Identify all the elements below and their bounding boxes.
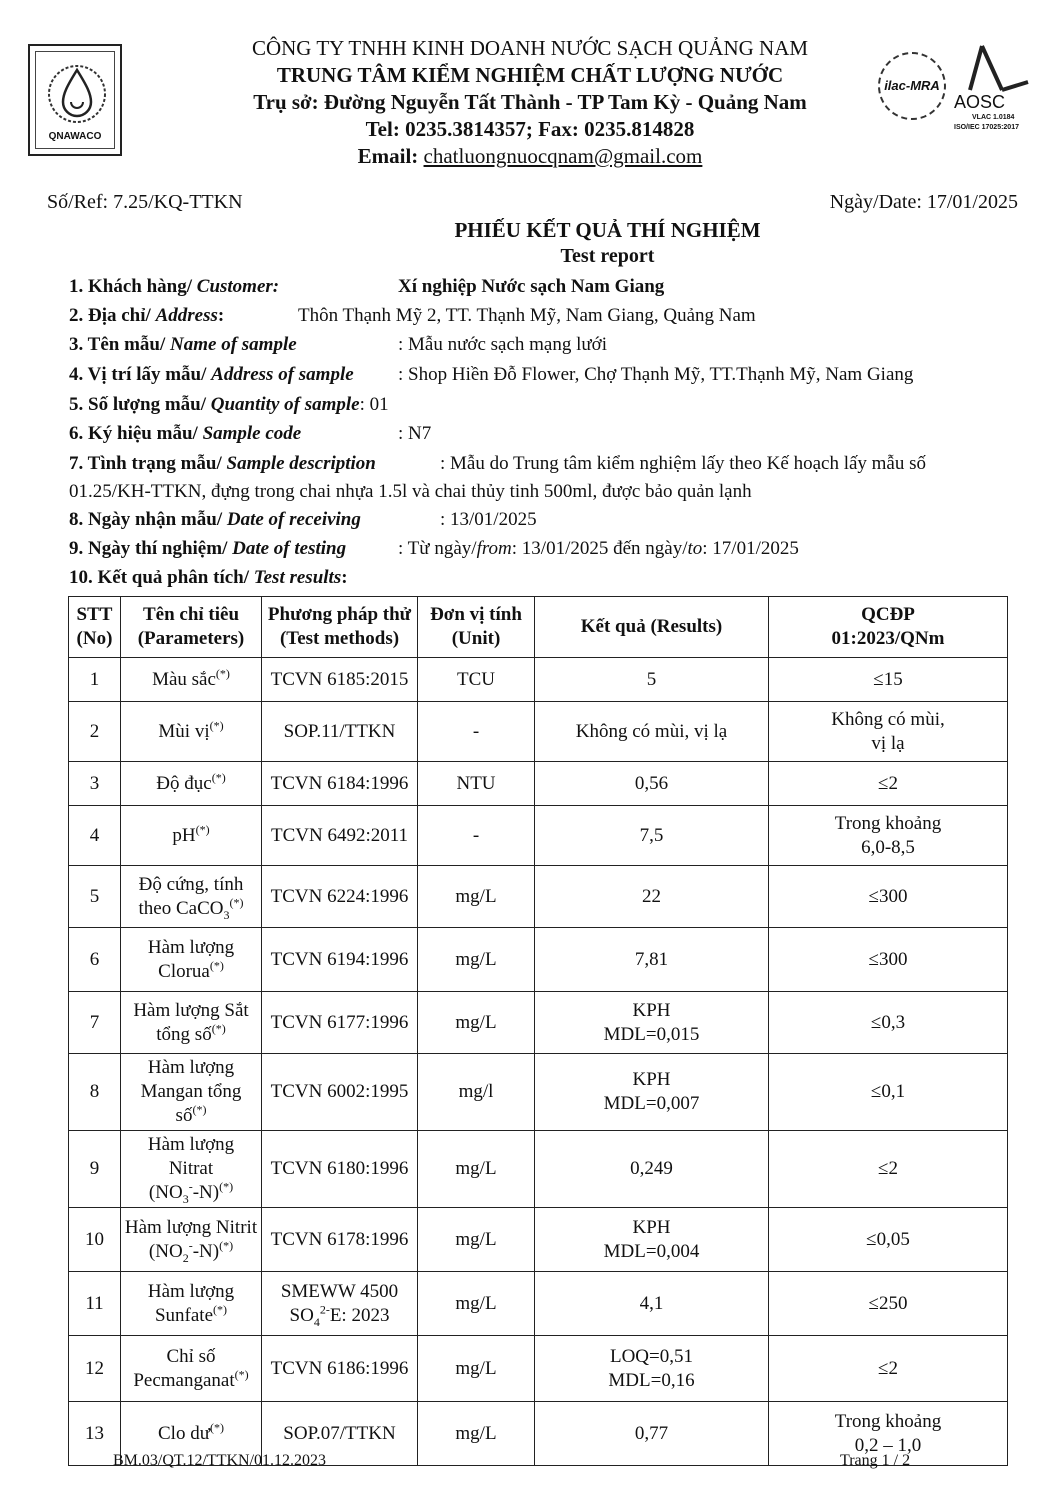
sample-address-value: : Shop Hiền Đỗ Flower, Chợ Thạnh Mỹ, TT.Thạnh Mỹ, Nam Giang <box>398 364 914 385</box>
company-name: CÔNG TY TNHH KINH DOANH NƯỚC SẠCH QUẢNG NAM <box>251 36 809 60</box>
header-results: Kết quả (Results) <box>535 597 769 658</box>
table-row: 2 Mùi vị(*) SOP.11/TTKN - Không có mùi, vị lạ Không có mùi, vị lạ <box>69 702 1008 762</box>
contact-email <box>120 144 940 169</box>
date-receiving-value: : 13/01/2025 <box>440 509 537 530</box>
aosc-vlac: VLAC 1.0184 <box>972 114 1015 121</box>
sample-description-value: : Mẫu do Trung tâm kiểm nghiệm lấy theo Kế hoạch lấy mẫu số <box>440 453 927 474</box>
table-row: 5 Độ cứng, tính theo CaCO$_3$(*) TCVN 6224:1996 mg/L 22 ≤300 <box>69 866 1008 928</box>
report-title: PHIẾU KẾT QUẢ THÍ NGHIỆM <box>454 218 761 242</box>
date-testing-value: : Từ ngày/from: 13/01/2025 đến ngày/to: 17/01/2025 <box>398 538 799 559</box>
sample-code-value: : N7 <box>398 423 432 444</box>
header-standard: QCĐP 01:2023/QNm <box>769 597 1008 658</box>
field-sample-description: 7. Tình trạng mẫu/ Sample description <box>69 453 376 474</box>
email-link[interactable]: chatluongnuocqnam@gmail.com <box>423 144 703 168</box>
sample-description-value-2: 01.25/KH-TTKN, đựng trong chai nhựa 1.5l và chai thủy tinh 500ml, được bảo quản lạnh <box>69 481 752 502</box>
results-table <box>68 596 1008 1466</box>
aosc-text: AOSC <box>954 92 1006 112</box>
ilac-mra-logo: ilac-MRA <box>878 52 946 120</box>
qnawaco-logo <box>28 44 122 156</box>
table-row: 7 Hàm lượng Sắt tổng số(*) TCVN 6177:1996 mg/L KPH MDL=0,015 ≤0,3 <box>69 992 1008 1054</box>
table-row: 3 Độ đục(*) TCVN 6184:1996 NTU 0,56 ≤2 <box>69 762 1008 806</box>
header-stt: STT (No) <box>69 597 121 658</box>
table-row: 13 Clo dư(*) SOP.07/TTKN mg/L 0,77 Trong khoảng 0,2 – 1,0 <box>69 1402 1008 1466</box>
email-label: Email: <box>357 144 424 168</box>
table-row: 10 Hàm lượng Nitrit $(NO_2^--N)^{(*)}$ TCVN 6178:1996 mg/L KPH MDL=0,004 ≤0,05 <box>69 1208 1008 1272</box>
table-row: 4 pH(*) TCVN 6492:2011 - 7,5 Trong khoảng 6,0-8,5 <box>69 806 1008 866</box>
header-unit: Đơn vị tính (Unit) <box>418 597 535 658</box>
aosc-mark-icon <box>962 44 1032 94</box>
page-number: Trang 1 / 2 <box>840 1452 911 1469</box>
table-row: 6 Hàm lượng Clorua(*) TCVN 6194:1996 mg/L 7,81 ≤300 <box>69 928 1008 992</box>
drop-icon <box>37 56 117 136</box>
address-value: Thôn Thạnh Mỹ 2, TT. Thạnh Mỹ, Nam Giang, Quảng Nam <box>298 305 756 326</box>
field-customer: 1. Khách hàng/ Customer: <box>69 276 280 297</box>
head-office-address: Trụ sở: Đường Nguyễn Tất Thành - TP Tam Kỳ - Quảng Nam <box>253 90 807 114</box>
table-row: 8 Hàm lượng Mangan tổng số(*) TCVN 6002:1995 mg/l KPH MDL=0,007 ≤0,1 <box>69 1054 1008 1131</box>
contact-tel-fax: Tel: 0235.3814357; Fax: 0235.814828 <box>365 117 695 141</box>
field-test-results: 10. Kết quả phân tích/ Test results: <box>69 567 348 588</box>
report-subtitle: Test report <box>560 245 655 267</box>
sample-name-value: : Mẫu nước sạch mạng lưới <box>398 334 608 355</box>
table-row: 11 Hàm lượng Sunfate(*) SMEWW 4500 $SO_4^{2-}E$: 2023 mg/L 4,1 ≤250 <box>69 1272 1008 1336</box>
field-sample-address: 4. Vị trí lấy mẫu/ Address of sample <box>69 364 354 385</box>
field-address: 2. Địa chỉ/ Address: <box>69 305 225 326</box>
table-row: 12 Chỉ số Pecmanganat(*) TCVN 6186:1996 mg/L LOQ=0,51 MDL=0,16 ≤2 <box>69 1336 1008 1402</box>
table-row: 9 Hàm lượng Nitrat $(NO_3^--N)^{(*)}$ TCVN 6180:1996 mg/L 0,249 ≤2 <box>69 1131 1008 1208</box>
logo-left-label: QNAWACO <box>48 131 102 142</box>
field-quantity: 5. Số lượng mẫu/ Quantity of sample: 01 <box>69 394 389 415</box>
form-code: BM.03/QT.12/TTKN/01.12.2023 <box>113 1452 327 1469</box>
field-date-receiving: 8. Ngày nhận mẫu/ Date of receiving <box>69 509 361 530</box>
header-parameters: Tên chỉ tiêu (Parameters) <box>121 597 262 658</box>
reference-number: Số/Ref: 7.25/KQ-TTKN <box>47 191 243 213</box>
report-date: Ngày/Date: 17/01/2025 <box>829 191 1018 213</box>
field-sample-code: 6. Ký hiệu mẫu/ Sample code <box>69 423 302 444</box>
center-name: TRUNG TÂM KIỂM NGHIỆM CHẤT LƯỢNG NƯỚC <box>276 63 784 87</box>
aosc-logo <box>954 44 1034 144</box>
aosc-iso: ISO/IEC 17025:2017 <box>954 124 1019 131</box>
field-date-testing: 9. Ngày thí nghiệm/ Date of testing <box>69 538 347 559</box>
customer-value: Xí nghiệp Nước sạch Nam Giang <box>398 276 665 297</box>
table-header-row <box>69 597 1008 658</box>
header-test-methods: Phương pháp thử (Test methods) <box>262 597 418 658</box>
table-row: 1 Màu sắc(*) TCVN 6185:2015 TCU 5 ≤15 <box>69 658 1008 702</box>
field-sample-name: 3. Tên mẫu/ Name of sample <box>69 334 297 355</box>
